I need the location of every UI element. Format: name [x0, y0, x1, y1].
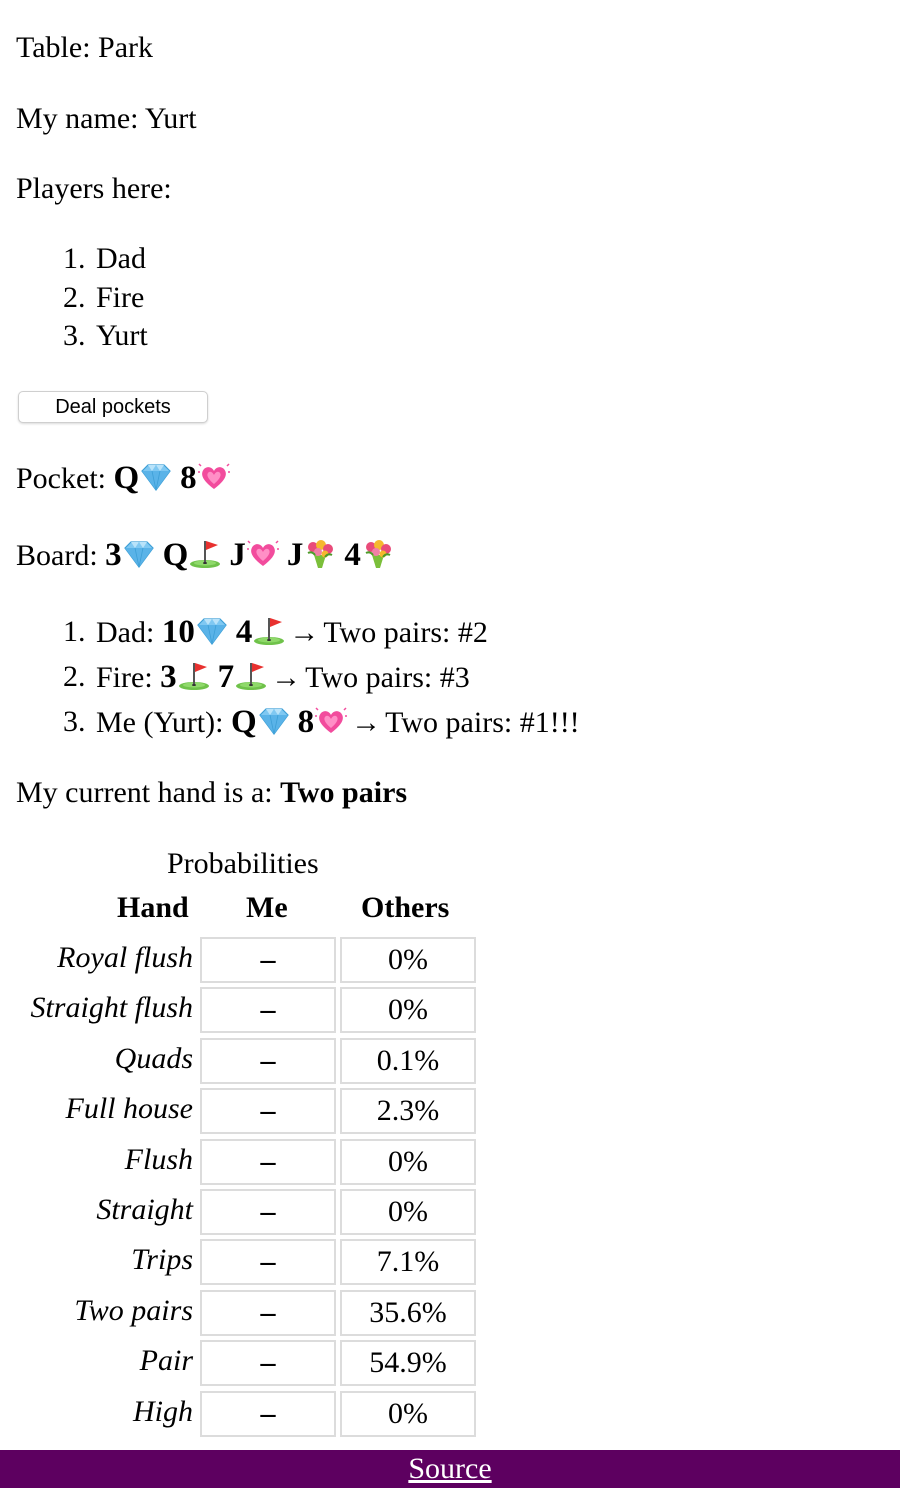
card-rank: J	[286, 537, 304, 573]
table-line	[16, 31, 153, 65]
my-name: Yurt	[144, 102, 197, 135]
footer-bar	[0, 1450, 900, 1488]
cell-me: –	[200, 1391, 336, 1437]
header-others: Others	[361, 891, 450, 924]
name-line	[16, 102, 197, 136]
hand-item	[63, 655, 580, 700]
cell-me: –	[200, 987, 336, 1033]
flag-icon	[253, 616, 285, 646]
cell-others: 7.1%	[340, 1239, 476, 1285]
row-hand-label: Two pairs	[74, 1293, 193, 1327]
players-list	[63, 240, 148, 356]
current-hand-label: My current hand is a:	[16, 776, 281, 809]
cell-me: –	[200, 1088, 336, 1134]
pocket-line	[16, 461, 230, 496]
hand-item	[63, 610, 580, 655]
hand-number: 2.	[63, 660, 86, 693]
player-item	[63, 317, 148, 356]
row-hand-label: High	[133, 1394, 193, 1428]
diamond-icon	[123, 539, 155, 569]
players-heading: Players here:	[16, 172, 172, 205]
card-rank: 4	[235, 614, 253, 650]
board-line	[16, 538, 394, 573]
deal-pockets-button[interactable]: Deal pockets	[18, 391, 208, 423]
heart-icon	[315, 706, 347, 736]
header-hand: Hand	[117, 891, 189, 924]
cell-others: 2.3%	[340, 1088, 476, 1134]
cell-me: –	[200, 1038, 336, 1084]
card-rank: 10	[161, 614, 195, 650]
current-hand-line	[16, 776, 407, 810]
row-hand-label: Full house	[65, 1092, 193, 1126]
name-label: My name:	[16, 102, 145, 135]
heart-icon	[247, 539, 279, 569]
card-rank: 8	[180, 460, 197, 496]
cell-me: –	[200, 937, 336, 983]
row-hand-label: Straight	[96, 1193, 193, 1226]
arrow-icon: →	[351, 706, 382, 739]
flag-icon	[178, 661, 210, 691]
player-name: Fire	[96, 280, 145, 314]
player-name: Dad	[96, 242, 146, 275]
board-label: Board:	[16, 539, 106, 572]
hand-number: 1.	[63, 615, 86, 648]
cell-others: 35.6%	[340, 1290, 476, 1336]
probabilities-caption: Probabilities	[167, 847, 319, 880]
row-hand-label: Royal flush	[57, 941, 193, 974]
row-hand-label: Straight flush	[30, 991, 193, 1025]
flag-icon	[189, 539, 221, 569]
cell-others: 0%	[340, 1139, 476, 1185]
row-hand-label: Pair	[139, 1344, 193, 1378]
pocket-label: Pocket:	[16, 462, 114, 495]
hand-player: Fire:	[96, 661, 161, 694]
hand-player: Me (Yurt):	[96, 706, 231, 739]
flag-icon	[235, 661, 267, 691]
diamond-icon	[140, 462, 172, 492]
hand-result: Two pairs: #3	[305, 661, 470, 694]
hand-number: 3.	[63, 705, 86, 738]
cell-others: 0%	[340, 1391, 476, 1437]
table-name: Park	[98, 31, 154, 64]
player-number: 3.	[63, 319, 86, 352]
hand-item	[63, 700, 580, 745]
card-rank: J	[229, 537, 246, 573]
row-hand-label: Quads	[114, 1041, 193, 1075]
cell-me: –	[200, 1189, 336, 1235]
card-rank: Q	[230, 704, 257, 740]
arrow-icon: →	[289, 616, 320, 649]
hand-result: Two pairs: #2	[323, 616, 488, 649]
card-rank: 8	[297, 704, 315, 740]
diamond-icon	[258, 706, 290, 736]
card-rank: Q	[162, 537, 189, 573]
bouquet-icon	[362, 539, 394, 569]
arrow-icon: →	[271, 661, 302, 694]
cell-me: –	[200, 1239, 336, 1285]
row-hand-label: Trips	[131, 1243, 193, 1277]
source-link[interactable]: Source	[408, 1452, 492, 1485]
row-hand-label: Flush	[124, 1142, 193, 1176]
cell-others: 0.1%	[340, 1038, 476, 1084]
cell-others: 54.9%	[340, 1340, 476, 1386]
cell-others: 0%	[340, 987, 476, 1033]
table-label: Table:	[16, 31, 99, 64]
cell-others: 0%	[340, 937, 476, 983]
hands-list	[63, 610, 580, 745]
card-rank: 3	[105, 537, 122, 573]
player-item	[63, 240, 148, 279]
bouquet-icon	[304, 539, 336, 569]
heart-icon	[198, 462, 230, 492]
player-item	[63, 279, 148, 318]
card-rank: 3	[160, 659, 177, 695]
current-hand-value: Two pairs	[280, 776, 408, 809]
player-name: Yurt	[96, 319, 148, 352]
cell-me: –	[200, 1340, 336, 1386]
card-rank: 4	[344, 537, 361, 573]
header-me: Me	[246, 891, 288, 924]
card-rank: Q	[113, 460, 140, 496]
player-number: 2.	[63, 280, 86, 314]
hand-player: Dad:	[96, 616, 162, 649]
cell-others: 0%	[340, 1189, 476, 1235]
diamond-icon	[196, 616, 228, 646]
card-rank: 7	[217, 659, 235, 695]
player-number: 1.	[63, 242, 86, 275]
cell-me: –	[200, 1139, 336, 1185]
hand-result: Two pairs: #1!!!	[385, 706, 580, 739]
cell-me: –	[200, 1290, 336, 1336]
